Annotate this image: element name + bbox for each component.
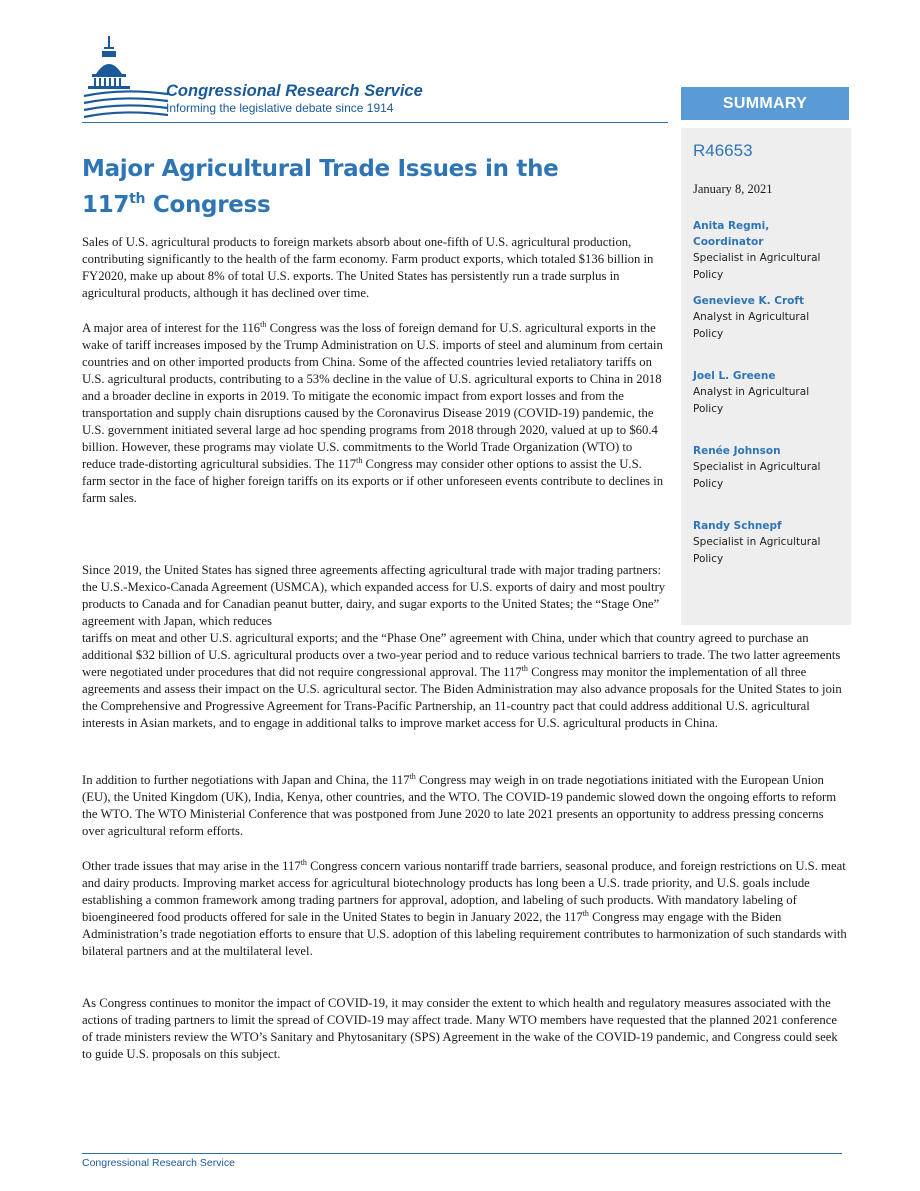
author-title: Policy xyxy=(693,327,724,340)
title-ordinal: th xyxy=(129,191,146,207)
paragraph-3b: tariffs on meat and other U.S. agricultural exports; and the “Phase One” agreement with China, under which that country agreed to purchase an additional $32 billion of U.S. agricultural products over a two-year period and to reduce various technical barriers to trade. The two latter agreements were negotiated under procedures that did not require congressional approval. The 117th Congress may monitor the implementation of all three agreements and assess their impact on the U.S. agricultural sector. The Biden Administration may also advance proposals for the United States to join the Comprehensive and Progressive Agreement for Trans-Pacific Partnership, an 11-country pact that could address additional U.S. agricultural interests in Asian markets, and to engage in additional talks to improve market access for U.S. agricultural products in China. xyxy=(82,631,842,730)
summary-label: SUMMARY xyxy=(681,87,849,120)
paragraph-4: In addition to further negotiations with Japan and China, the 117th Congress may weigh in on trade negotiations initiated with the European Union (EU), the United Kingdom (UK), India, Kenya, other countries, and the WTO. The COVID-19 pandemic slowed down the ongoing efforts to reform the WTO. The WTO Ministerial Conference that was postponed from June 2020 to late 2021 presents an opportunity to address pressing concerns over agricultural reform efforts. xyxy=(82,772,837,838)
report-date: January 8, 2021 xyxy=(693,182,773,196)
author-title: Analyst in Agricultural xyxy=(693,386,810,398)
paragraph-6: As Congress continues to monitor the impact of COVID-19, it may consider the extent to which health and regulatory measures associated with the actions of trading partners to limit the spread of COVID-19 may affect trade. Many WTO members have requested that the planned 2021 conference of trade ministers review the WTO’s Sanitary and Phytosanitary (SPS) Agreement in the wake of the COVID-19 pandemic, and Congress could seek to guide U.S. proposals on this subject. xyxy=(82,996,838,1061)
author-title: Policy xyxy=(693,402,724,415)
author-name: Renée Johnson xyxy=(693,445,781,457)
author-entry xyxy=(693,218,843,283)
author-title: Policy xyxy=(693,552,724,565)
author-name: Joel L. Greene xyxy=(693,370,776,382)
footer-divider xyxy=(82,1153,842,1154)
org-tagline: Informing the legislative debate since 1914 xyxy=(166,101,394,115)
author-name: Anita Regmi, Coordinator xyxy=(693,220,770,248)
report-id: R46653 xyxy=(693,141,753,160)
author-entry xyxy=(693,368,843,417)
author-title: Policy xyxy=(693,477,724,490)
author-entry xyxy=(693,293,843,342)
org-name: Congressional Research Service xyxy=(166,82,423,100)
author-entry xyxy=(693,443,843,492)
paragraph-1: Sales of U.S. agricultural products to foreign markets absorb about one-fifth of U.S. agricultural production, contributing significantly to the health of the farm economy. Farm product exports, which totaled $136 billion in FY2020, make up about 8% of total U.S. exports. The United States has persistently run a trade surplus in agricultural products, although it has declined over time. xyxy=(82,235,654,300)
paragraph-3a: Since 2019, the United States has signed three agreements affecting agricultural trade with major trading partners: the U.S.-Mexico-Canada Agreement (USMCA), which expanded access for U.S. exports of dairy and most poultry products to Canada and for Canadian peanut butter, dairy, and sugar exports to the United States; the “Stage One” agreement with Japan, which reduces xyxy=(82,563,666,628)
author-entry xyxy=(693,518,843,567)
footer-text: Congressional Research Service xyxy=(82,1157,235,1169)
capitol-dome-icon xyxy=(82,34,178,120)
page-title xyxy=(82,151,662,223)
author-title: Policy xyxy=(693,268,724,281)
author-name: Randy Schnepf xyxy=(693,520,782,532)
author-title: Specialist in Agricultural xyxy=(693,252,821,264)
header-divider xyxy=(82,122,668,123)
title-end: Congress xyxy=(145,192,271,218)
title-number: 117 xyxy=(82,192,130,218)
author-title: Analyst in Agricultural xyxy=(693,311,810,323)
author-title: Specialist in Agricultural xyxy=(693,461,821,473)
paragraph-5: Other trade issues that may arise in the 117th Congress concern various nontariff trade barriers, seasonal produce, and foreign restrictions on U.S. meat and dairy products. Improving market access for agricultural biotechnology products has long been a U.S. trade priority, and U.S. goals include establishing a common framework among trading partners for approval, adoption, and labeling of such products. With mandatory labeling of bioengineered food products offered for sale in the United States to begin in January 2022, the 117th Congress may engage with the Biden Administration’s trade negotiation efforts to ensure that U.S. adoption of this labeling requirement contributes to harmonization of such standards with bilateral partners and at the multilateral level. xyxy=(82,858,847,958)
title-line1: Major Agricultural Trade Issues in the xyxy=(82,156,559,182)
author-title: Specialist in Agricultural xyxy=(693,536,821,548)
paragraph-2: A major area of interest for the 116th Congress was the loss of foreign demand for U.S. agricultural exports in the wake of tariff increases imposed by the Trump Administration on U.S. imports of steel and aluminum from certain countries and on other imported products from China. Some of the affected countries levied retaliatory tariffs on U.S. agricultural products, contributing to a 53% decline in the value of U.S. agricultural exports to China in 2018 and a broader decline in exports in 2019. To mitigate the economic impact from export losses and from the transportation and supply chain disruptions caused by the Coronavirus Disease 2019 (COVID-19) pandemic, the U.S. government initiated several large ad hoc spending programs from 2018 through 2020, valued at up to $60.4 billion. However, these programs may violate U.S. commitments to the World Trade Organization (WTO) to reduce trade-distorting agricultural subsidies. The 117th Congress may consider other options to assist the U.S. farm sector in the face of higher foreign tariffs on its exports or if other unforeseen events contribute to declines in farm sales. xyxy=(82,320,664,505)
author-name: Genevieve K. Croft xyxy=(693,295,804,307)
